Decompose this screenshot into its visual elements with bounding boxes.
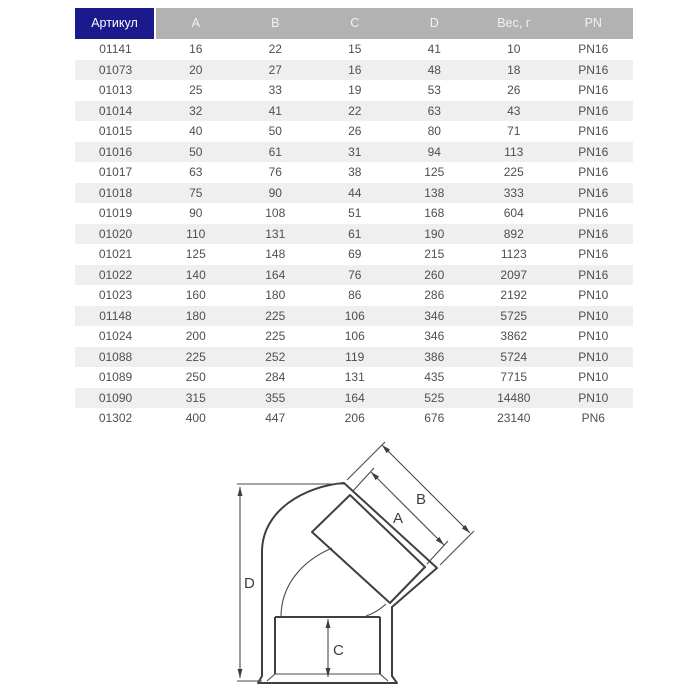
table-cell: 286 xyxy=(424,288,445,302)
table-cell: 225 xyxy=(265,329,286,343)
table-cell: 892 xyxy=(503,226,524,241)
table-cell: 435 xyxy=(424,370,445,384)
table-cell: 225 xyxy=(503,165,524,179)
table-cell: 01148 xyxy=(99,308,132,323)
column-header: A xyxy=(156,8,236,39)
table-cell: 215 xyxy=(424,247,445,261)
table-row xyxy=(75,39,633,60)
table-cell: 86 xyxy=(348,288,362,302)
table-cell: 200 xyxy=(185,329,206,343)
table-cell: 61 xyxy=(348,226,362,241)
table-cell: PN16 xyxy=(578,124,609,138)
table-cell: 26 xyxy=(507,83,521,97)
table-cell: 38 xyxy=(348,165,362,179)
table-cell: PN10 xyxy=(578,288,609,302)
table-cell: 140 xyxy=(185,267,206,282)
table-cell: 5725 xyxy=(500,308,528,323)
table-cell: 125 xyxy=(185,247,206,261)
table-cell: 01141 xyxy=(99,42,132,56)
table-cell: 131 xyxy=(265,226,286,241)
table-cell: PN10 xyxy=(578,370,609,384)
table-cell: PN16 xyxy=(578,103,609,118)
table-cell: 90 xyxy=(268,185,282,200)
table-row xyxy=(75,101,633,122)
table-cell: 346 xyxy=(424,308,445,323)
column-header: B xyxy=(236,8,316,39)
bend-fillet xyxy=(366,604,386,616)
table-cell: 80 xyxy=(427,124,441,138)
table-cell: 16 xyxy=(189,42,203,56)
table-cell: 27 xyxy=(268,62,282,77)
table-cell: 01088 xyxy=(98,349,133,364)
table-cell: 32 xyxy=(189,103,203,118)
table-cell: 25 xyxy=(189,83,203,97)
table-cell: 44 xyxy=(348,185,362,200)
column-header: PN xyxy=(554,8,634,39)
table-row xyxy=(75,162,633,183)
table-cell: 5724 xyxy=(500,349,528,364)
table-cell: 106 xyxy=(344,329,365,343)
column-header: D xyxy=(395,8,475,39)
table-cell: PN16 xyxy=(578,83,609,97)
table-cell: 19 xyxy=(348,83,362,97)
table-cell: 676 xyxy=(424,411,445,425)
dimension-label-c: C xyxy=(333,642,344,659)
table-row xyxy=(75,367,633,388)
table-cell: PN16 xyxy=(578,62,609,77)
table-cell: PN16 xyxy=(578,267,609,282)
table-cell: 18 xyxy=(507,62,521,77)
table-row xyxy=(75,224,633,245)
table-cell: 252 xyxy=(265,349,286,364)
table-cell: 01015 xyxy=(98,124,133,138)
table-cell: 180 xyxy=(265,288,286,302)
table-cell: PN16 xyxy=(578,185,609,200)
table-cell: PN16 xyxy=(578,165,609,179)
table-cell: 41 xyxy=(427,42,441,56)
table-cell: PN6 xyxy=(581,411,605,425)
table-cell: 525 xyxy=(424,390,445,405)
table-cell: 01302 xyxy=(98,411,133,425)
table-cell: 447 xyxy=(265,411,286,425)
table-row xyxy=(75,347,633,368)
table-row xyxy=(75,265,633,286)
table-cell: 01017 xyxy=(98,165,133,179)
table-row xyxy=(75,244,633,265)
table-cell: 01022 xyxy=(98,267,133,282)
table-cell: PN16 xyxy=(578,247,609,261)
table-cell: 63 xyxy=(427,103,441,118)
table-cell: 7715 xyxy=(500,370,528,384)
table-cell: 400 xyxy=(185,411,206,425)
table-cell: PN16 xyxy=(578,42,609,56)
table-cell: 90 xyxy=(189,206,203,220)
table-cell: PN10 xyxy=(578,390,609,405)
table-cell: 48 xyxy=(427,62,441,77)
table-cell: 40 xyxy=(189,124,203,138)
table-cell: 94 xyxy=(427,144,441,159)
table-cell: 168 xyxy=(424,206,445,220)
table-header-row xyxy=(75,8,633,39)
table-row xyxy=(75,60,633,81)
table-cell: 250 xyxy=(185,370,206,384)
table-cell: 225 xyxy=(185,349,206,364)
table-row xyxy=(75,285,633,306)
column-header: C xyxy=(315,8,395,39)
table-cell: 10 xyxy=(507,42,521,56)
column-header: Вес, г xyxy=(474,8,554,39)
table-cell: 69 xyxy=(348,247,362,261)
table-cell: 43 xyxy=(507,103,521,118)
table-cell: 76 xyxy=(348,267,362,282)
table-cell: 26 xyxy=(348,124,362,138)
table-cell: 1123 xyxy=(500,247,527,261)
table-cell: 206 xyxy=(344,411,365,425)
table-cell: 260 xyxy=(424,267,445,282)
table-cell: 31 xyxy=(348,144,362,159)
table-cell: 23140 xyxy=(497,411,531,425)
table-cell: 41 xyxy=(268,103,282,118)
table-row xyxy=(75,142,633,163)
table-cell: PN16 xyxy=(578,226,609,241)
table-cell: 125 xyxy=(424,165,445,179)
table-cell: 50 xyxy=(189,144,203,159)
table-cell: 01018 xyxy=(98,185,133,200)
table-row xyxy=(75,183,633,204)
table-cell: 190 xyxy=(424,226,445,241)
table-cell: 2097 xyxy=(500,267,528,282)
table-row xyxy=(75,408,633,429)
table-cell: 3862 xyxy=(500,329,528,343)
table-body xyxy=(75,39,633,429)
table-cell: 51 xyxy=(348,206,362,220)
dimension-label-d: D xyxy=(244,575,255,592)
table-cell: 22 xyxy=(268,42,282,56)
table-row xyxy=(75,326,633,347)
table-cell: 355 xyxy=(265,390,286,405)
column-header: Артикул xyxy=(75,8,154,39)
table-row xyxy=(75,388,633,409)
table-cell: 604 xyxy=(503,206,524,220)
table-cell: 225 xyxy=(265,308,286,323)
table-cell: 61 xyxy=(268,144,282,159)
table-cell: 01016 xyxy=(98,144,133,159)
table-cell: 160 xyxy=(185,288,206,302)
table-cell: 164 xyxy=(344,390,365,405)
table-cell: 01090 xyxy=(98,390,133,405)
table-cell: 113 xyxy=(504,144,524,159)
table-cell: 315 xyxy=(185,390,206,405)
table-cell: 138 xyxy=(424,185,445,200)
inner-bend-curve xyxy=(281,548,332,617)
table-cell: 53 xyxy=(427,83,441,97)
table-cell: 01023 xyxy=(98,288,133,302)
table-cell: 2192 xyxy=(500,288,528,302)
table-cell: 15 xyxy=(348,42,362,56)
table-cell: 01021 xyxy=(98,247,133,261)
table-cell: 01019 xyxy=(98,206,133,220)
table-cell: PN16 xyxy=(578,144,609,159)
table-cell: 63 xyxy=(189,165,203,179)
table-cell: 284 xyxy=(265,370,286,384)
table-cell: 01073 xyxy=(98,62,133,77)
table-cell: 386 xyxy=(424,349,445,364)
table-cell: PN16 xyxy=(578,206,609,220)
dim-line-a xyxy=(371,472,444,545)
table-row xyxy=(75,121,633,142)
table-cell: 16 xyxy=(348,62,362,77)
table-cell: 71 xyxy=(507,124,521,138)
table-cell: 01089 xyxy=(98,370,133,384)
dimension-label-a: A xyxy=(392,510,404,527)
table-cell: 108 xyxy=(265,206,286,220)
table-row xyxy=(75,80,633,101)
table-cell: PN10 xyxy=(578,349,609,364)
table-row xyxy=(75,306,633,327)
table-cell: 164 xyxy=(265,267,286,282)
table-cell: 76 xyxy=(268,165,282,179)
table-cell: 14480 xyxy=(497,390,531,405)
table-cell: 01020 xyxy=(98,226,133,241)
table-cell: 33 xyxy=(268,83,282,97)
table-cell: PN10 xyxy=(578,308,609,323)
table-cell: 01024 xyxy=(98,329,133,343)
table-cell: 106 xyxy=(344,308,365,323)
table-cell: 119 xyxy=(345,349,365,364)
dimension-label-b: B xyxy=(415,491,427,508)
table-cell: 110 xyxy=(186,226,206,241)
table-cell: 333 xyxy=(503,185,524,200)
table-cell: 346 xyxy=(424,329,445,343)
table-cell: 148 xyxy=(265,247,286,261)
table-cell: 22 xyxy=(348,103,362,118)
spec-table xyxy=(75,8,633,429)
table-cell: 180 xyxy=(185,308,206,323)
table-cell: PN10 xyxy=(578,329,609,343)
table-cell: 50 xyxy=(268,124,282,138)
table-cell: 75 xyxy=(189,185,203,200)
elbow-45-diagram xyxy=(225,435,495,700)
table-cell: 01013 xyxy=(98,83,133,97)
table-row xyxy=(75,203,633,224)
table-cell: 20 xyxy=(189,62,203,77)
table-cell: 01014 xyxy=(98,103,133,118)
table-cell: 131 xyxy=(344,370,365,384)
